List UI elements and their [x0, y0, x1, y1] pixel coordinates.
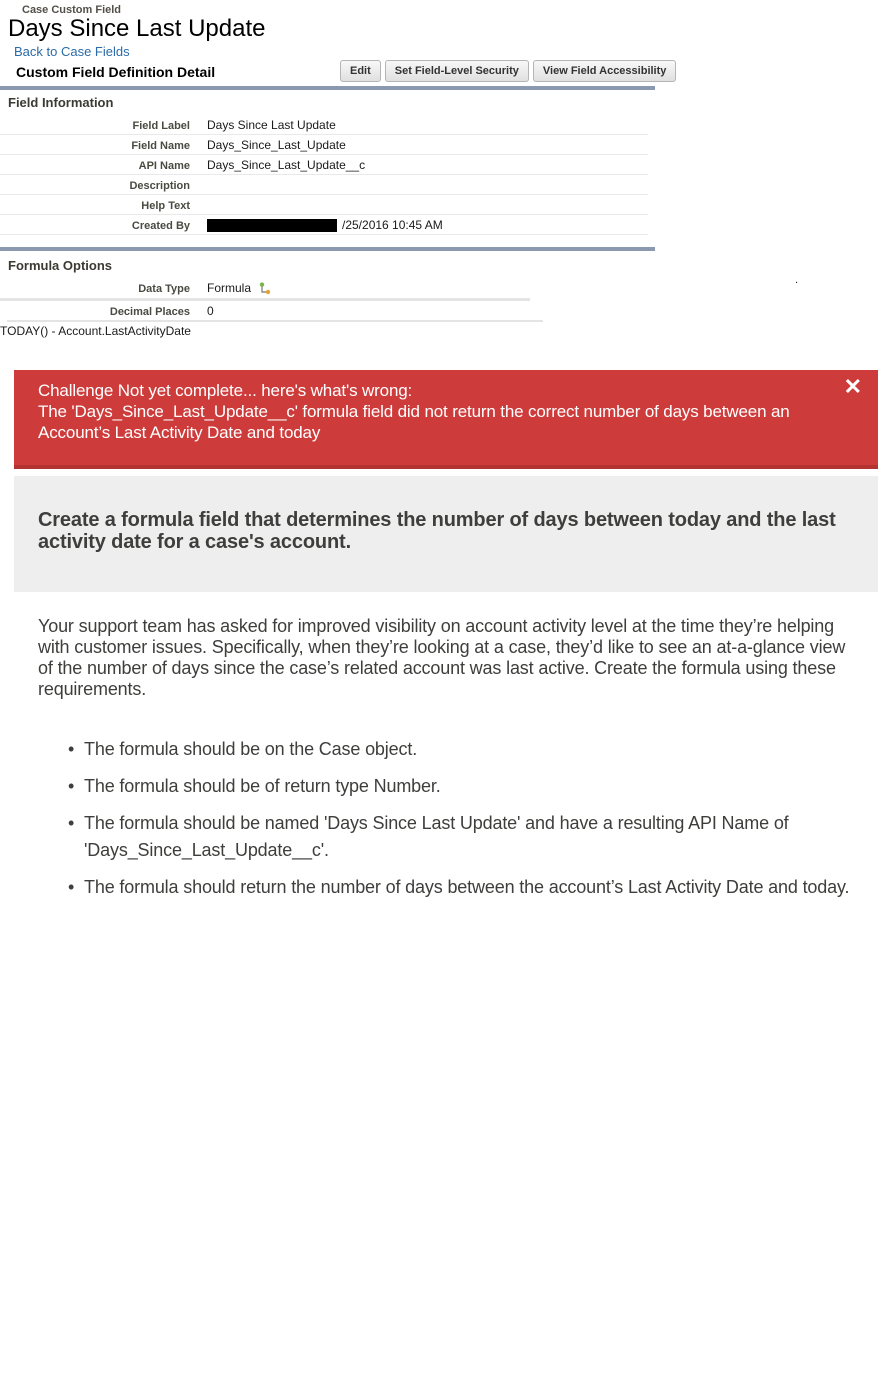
requirement-item: • The formula should be named 'Days Since Last Update' and have a resulting API Name of 'Days_Since_Last_Update__c'.	[70, 810, 858, 864]
challenge-objective-box	[14, 476, 878, 592]
error-line-2: The 'Days_Since_Last_Update__c' formula field did not return the correct number of days between an Account’s Last Activity Date and today	[38, 402, 790, 442]
decimal-places-row	[0, 304, 648, 318]
formula-expression: TODAY() - Account.LastActivityDate	[0, 324, 191, 338]
row-value: Days_Since_Last_Update__c	[207, 158, 366, 172]
back-to-case-fields-link[interactable]: Back to Case Fields	[14, 44, 130, 59]
section-divider-bar	[0, 86, 655, 90]
row-value: Days Since Last Update	[207, 118, 336, 132]
stray-dot: .	[795, 274, 799, 286]
table-row	[0, 195, 648, 215]
close-icon[interactable]: ✕	[843, 374, 862, 399]
row-label: Data Type	[138, 283, 190, 295]
requirement-item: • The formula should return the number of days between the account’s Last Activity Date and today.	[70, 874, 858, 901]
created-date-text: /25/2016 10:45 AM	[342, 218, 443, 232]
error-line-1: Challenge Not yet complete... here's what's wrong:	[38, 381, 413, 400]
challenge-section	[14, 370, 878, 911]
row-label: Help Text	[141, 200, 190, 212]
set-field-level-security-button[interactable]: Set Field-Level Security	[385, 60, 529, 82]
table-row	[0, 155, 648, 175]
section-divider-bar	[0, 247, 655, 251]
row-label: Description	[129, 180, 190, 192]
row-label: Decimal Places	[109, 306, 190, 318]
table-row	[0, 115, 648, 135]
challenge-description: Your support team has asked for improved visibility on account activity level at the time they’re helping with customer issues. Specifically, when they’re looking at a case, they’d like to see an at-a-glance view of the number of days since the case’s related account was last active. Create the formula using these requirements.	[38, 616, 846, 699]
detail-section-title: Custom Field Definition Detail	[16, 64, 216, 80]
row-label: Field Label	[132, 120, 190, 132]
row-label: Created By	[131, 220, 190, 232]
data-type-value: Formula	[207, 281, 252, 295]
table-row	[0, 175, 648, 195]
view-field-accessibility-button[interactable]: View Field Accessibility	[533, 60, 677, 82]
table-row	[0, 215, 648, 235]
row-value	[207, 281, 271, 295]
row-value: Days_Since_Last_Update	[207, 138, 346, 152]
field-information-title: Field Information	[8, 95, 114, 110]
created-by-value	[207, 218, 443, 232]
field-information-table	[0, 115, 648, 235]
row-value: 0	[207, 304, 214, 318]
requirement-item: • The formula should be of return type Number.	[70, 773, 858, 800]
requirement-item: • The formula should be on the Case object.	[70, 736, 858, 763]
entity-type-label: Case Custom Field	[22, 4, 122, 16]
row-divider	[0, 298, 530, 301]
row-divider	[7, 320, 543, 322]
requirements-list	[70, 736, 878, 901]
formula-options-title: Formula Options	[8, 258, 112, 273]
row-label: Field Name	[131, 140, 190, 152]
formula-tree-icon	[258, 282, 271, 295]
challenge-objective-text: Create a formula field that determines the number of days between today and the last activity date for a case's account.	[38, 509, 836, 553]
challenge-error-banner	[14, 370, 878, 469]
data-type-row	[0, 281, 648, 295]
row-label: API Name	[138, 160, 190, 172]
redaction-bar	[207, 219, 337, 232]
page-title: Days Since Last Update	[8, 15, 266, 42]
edit-button[interactable]: Edit	[340, 60, 381, 82]
table-row	[0, 135, 648, 155]
detail-button-bar	[340, 60, 676, 82]
